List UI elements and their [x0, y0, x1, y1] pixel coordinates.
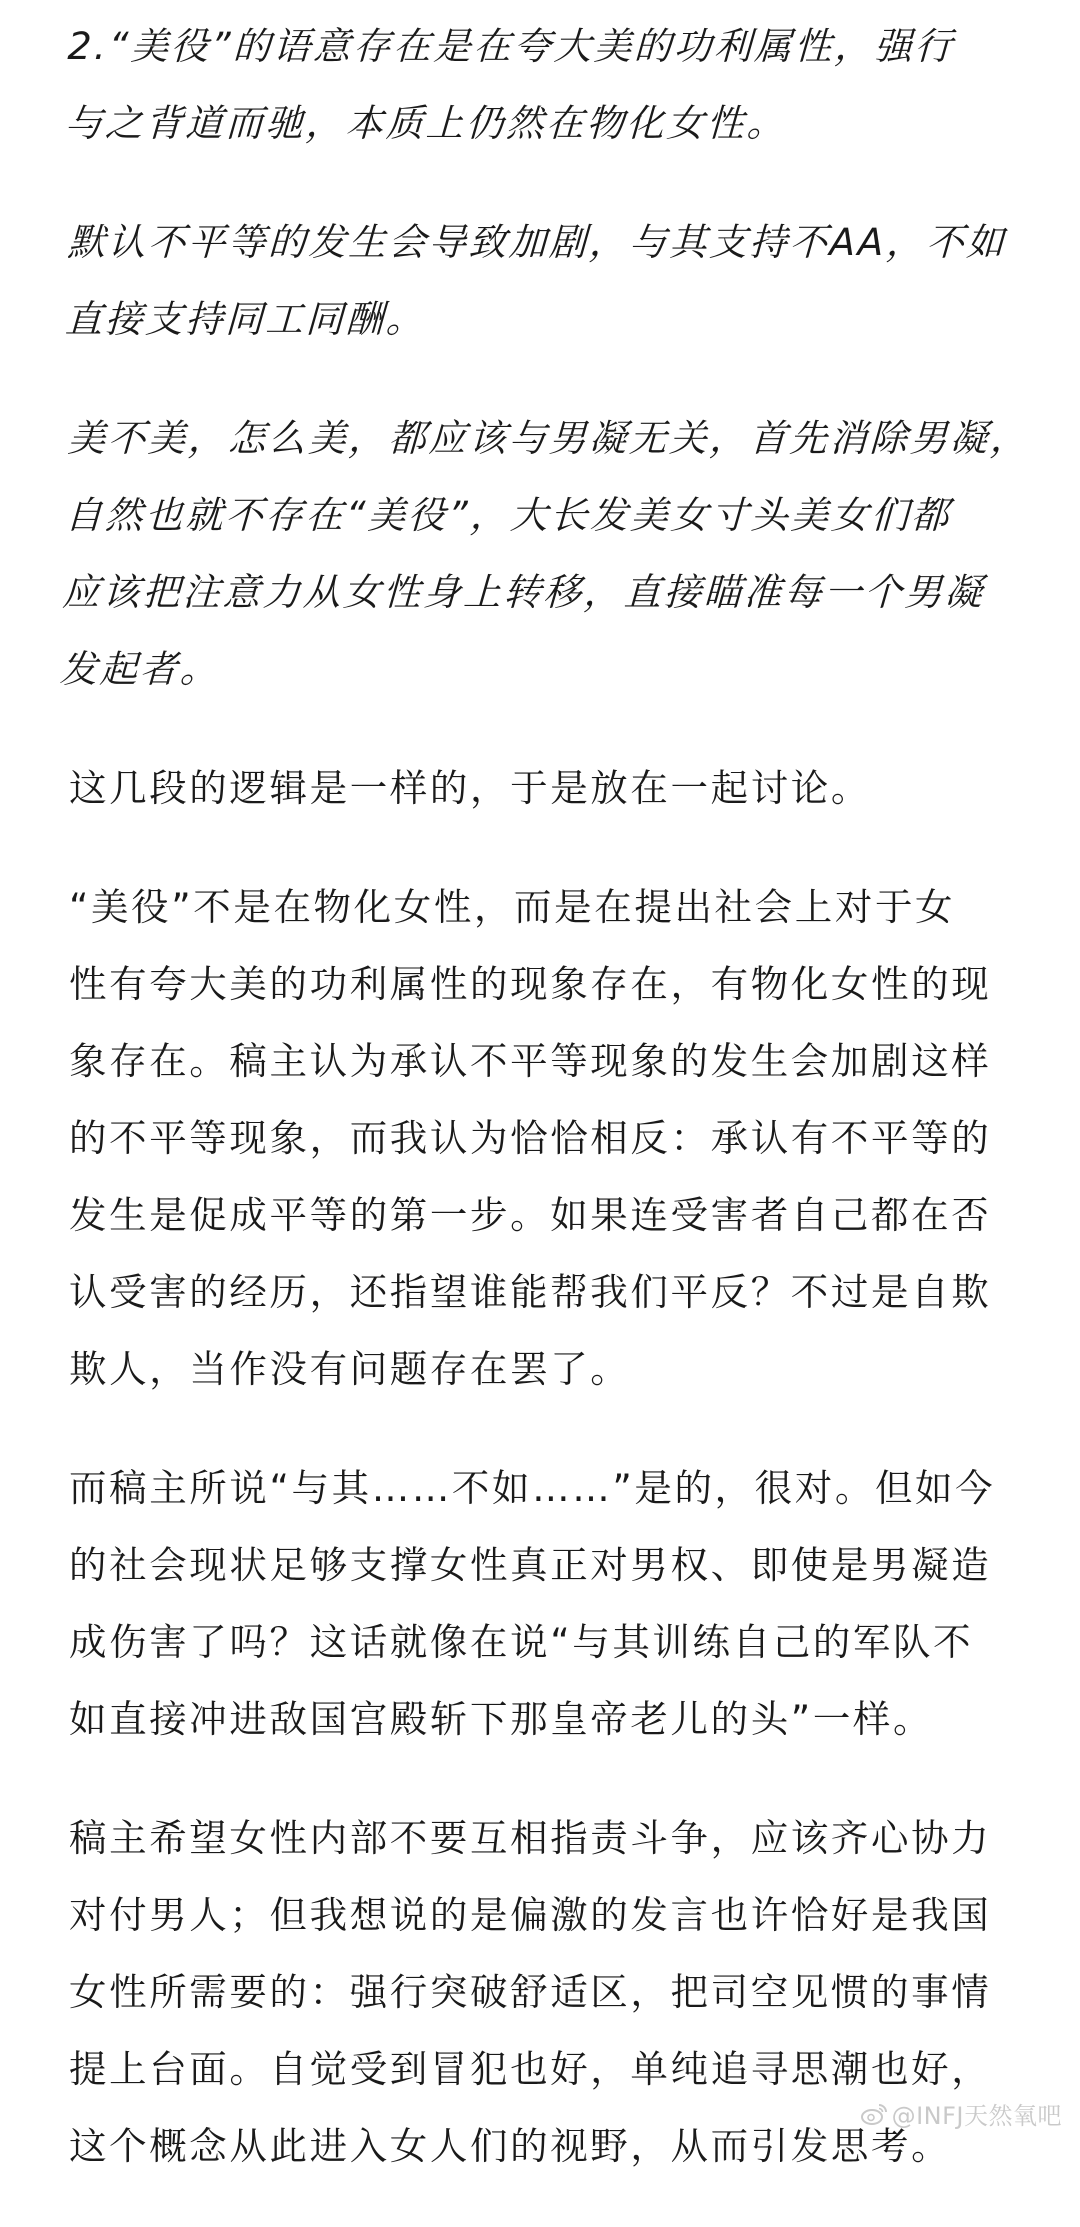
quoted-paragraph-1	[64, 8, 1024, 162]
text-line: 认受害的经历，还指望谁能帮我们平反？不过是自欺	[69, 1270, 992, 1314]
text-line: 默认不平等的发生会导致加剧，与其支持不AA，不如	[66, 220, 1008, 264]
article-body	[58, 8, 1031, 2227]
quoted-paragraph-3	[58, 400, 1031, 708]
text-line: 2.“美役”的语意存在是在夸大美的功利属性，强行	[66, 24, 956, 68]
body-paragraph-2	[69, 869, 1024, 1408]
body-paragraph-3	[69, 1450, 1024, 1758]
weibo-watermark	[860, 2096, 1062, 2131]
text-line: 的不平等现象，而我认为恰恰相反：承认有不平等的	[69, 1116, 992, 1160]
text-line: 直接支持同工同酬。	[64, 297, 427, 341]
text-line: 的社会现状足够支撑女性真正对男权、即使是男凝造	[69, 1543, 992, 1587]
text-line: 应该把注意力从女性身上转移，直接瞄准每一个男凝	[61, 570, 986, 614]
body-paragraph-1	[69, 750, 1024, 827]
text-line: 性有夸大美的功利属性的现象存在，有物化女性的现	[69, 962, 992, 1006]
text-line: 女性所需要的：强行突破舒适区，把司空见惯的事情	[69, 1970, 992, 2014]
text-line: 稿主希望女性内部不要互相指责斗争，应该齐心协力	[69, 1816, 992, 1860]
text-line: 发生是促成平等的第一步。如果连受害者自己都在否	[69, 1193, 992, 1237]
quoted-paragraph-2	[64, 204, 1024, 358]
text-line: 对付男人；但我想说的是偏激的发言也许恰好是我国	[69, 1893, 992, 1937]
text-line: 这个概念从此进入女人们的视野，从而引发思考。	[69, 2124, 952, 2168]
text-line: 这几段的逻辑是一样的，于是放在一起讨论。	[69, 766, 871, 810]
text-line: 如直接冲进敌国宫殿斩下那皇帝老儿的头”一样。	[69, 1697, 934, 1741]
weibo-logo-icon	[860, 2102, 888, 2126]
text-line: 而稿主所说“与其……不如……”是的，很对。但如今	[69, 1466, 996, 1510]
text-line: 成伤害了吗？这话就像在说“与其训练自己的军队不	[69, 1620, 974, 1664]
text-line: 象存在。稿主认为承认不平等现象的发生会加剧这样	[69, 1039, 992, 1083]
text-line: 自然也就不存在“美役”，大长发美女寸头美女们都	[64, 493, 952, 537]
text-line: 发起者。	[58, 647, 221, 691]
text-line: 与之背道而驰，本质上仍然在物化女性。	[64, 101, 788, 145]
text-line: 欺人，当作没有问题存在罢了。	[69, 1347, 631, 1391]
text-line: 美不美，怎么美，都应该与男凝无关，首先消除男凝，	[66, 416, 1031, 460]
text-line: “美役”不是在物化女性，而是在提出社会上对于女	[69, 885, 956, 929]
text-line: 提上台面。自觉受到冒犯也好，单纯追寻思潮也好，	[69, 2047, 992, 2091]
watermark-text: @INFJ天然氧吧	[891, 2102, 1062, 2130]
